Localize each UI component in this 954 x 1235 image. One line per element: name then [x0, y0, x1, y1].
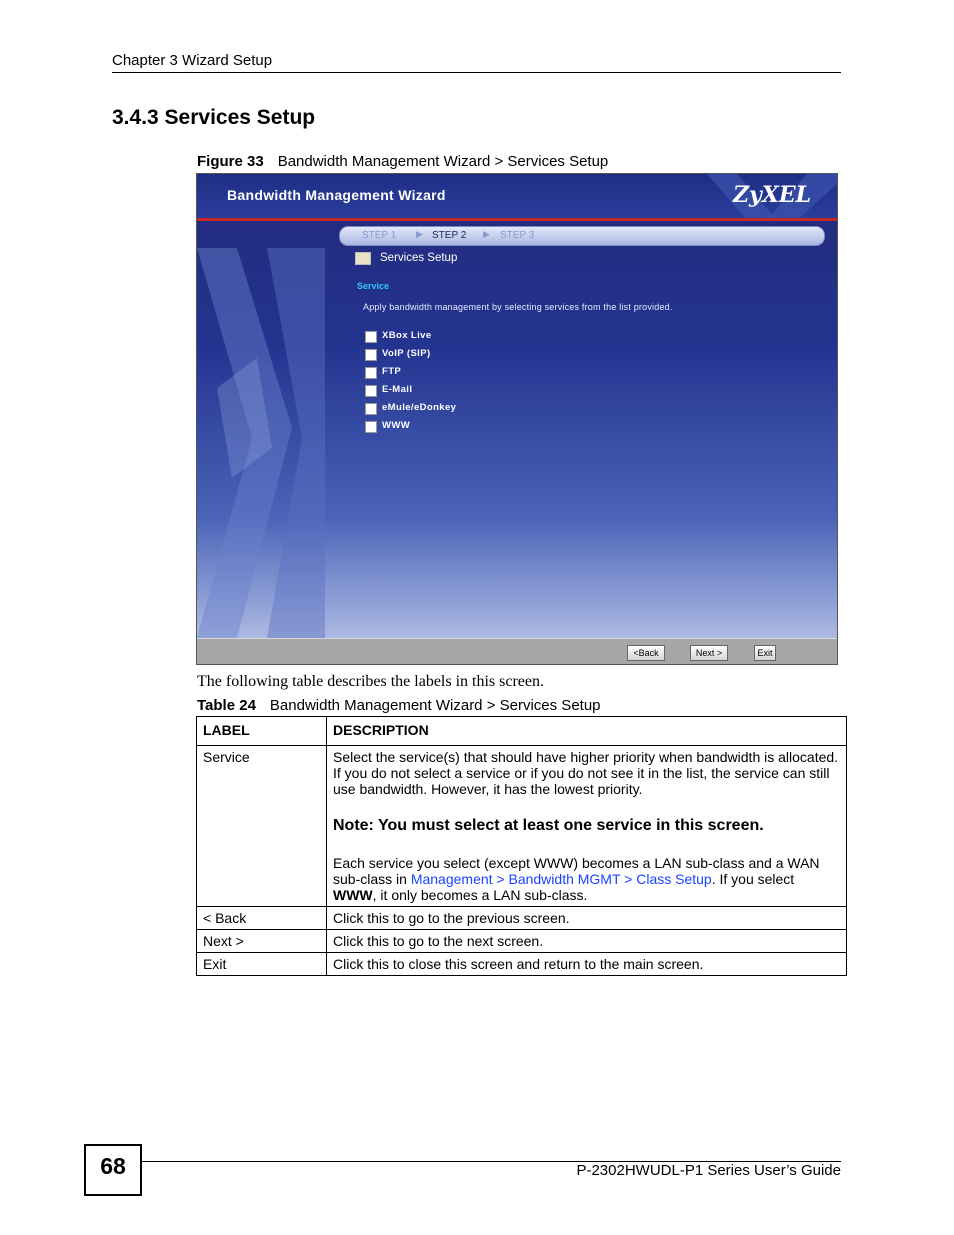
row-label: Exit — [197, 953, 327, 976]
service-label: FTP — [382, 366, 402, 377]
wizard-title: Bandwidth Management Wizard — [227, 187, 446, 203]
header-description: DESCRIPTION — [327, 717, 847, 746]
folder-icon — [355, 252, 371, 265]
row-description: Click this to go to the previous screen. — [327, 907, 847, 930]
wizard-screenshot — [196, 173, 838, 665]
header-label: LABEL — [197, 717, 327, 746]
row-label: Next > — [197, 930, 327, 953]
arrow-right-icon: ▶ — [483, 229, 490, 239]
checkbox[interactable] — [365, 349, 377, 361]
table-row — [197, 953, 847, 976]
service-label: XBox Live — [382, 330, 432, 341]
service-label: eMule/eDonkey — [382, 402, 457, 413]
description-text: Select the service(s) that should have higher priority when bandwidth is allocated. If you do not select a service or if you do not see it in the list, the service can still use bandwidth. However, it has the lowest priority. — [333, 749, 839, 797]
checkbox[interactable] — [365, 403, 377, 415]
page-number: 68 — [100, 1153, 126, 1179]
wizard-header-line — [197, 218, 837, 221]
desc-bold: WWW — [333, 887, 373, 903]
instructions-text: Apply bandwidth management by selecting services from the list provided. — [363, 302, 673, 312]
step-1-label: STEP 1 — [362, 230, 397, 241]
service-label: VoIP (SIP) — [382, 348, 431, 359]
table-row — [197, 930, 847, 953]
checkbox[interactable] — [365, 331, 377, 343]
next-button[interactable]: Next > — [690, 645, 728, 661]
zyxel-logo: ZyXEL — [733, 182, 812, 208]
table-row — [197, 907, 847, 930]
service-heading: Service — [357, 281, 390, 291]
row-description: Click this to close this screen and return to the main screen. — [327, 953, 847, 976]
figure-caption — [197, 153, 608, 170]
wizard-footer-bar — [197, 638, 837, 665]
class-setup-link[interactable]: Management > Bandwidth MGMT > Class Setup — [410, 871, 712, 887]
desc-part: . If you select — [711, 871, 795, 887]
row-label: Service — [197, 746, 327, 907]
guide-title: P-2302HWUDL-P1 Series User’s Guide — [576, 1162, 841, 1179]
step-progress-bar — [339, 226, 825, 246]
table-title: Bandwidth Management Wizard > Services Setup — [269, 697, 601, 714]
step-3-label: STEP 3 — [500, 230, 535, 241]
desc-part: , it only becomes a LAN sub-class. — [372, 887, 588, 903]
figure-title: Bandwidth Management Wizard > Services Setup — [277, 153, 609, 170]
section-title: 3.4.3 Services Setup — [112, 106, 316, 129]
description-table — [196, 716, 847, 976]
checkbox[interactable] — [365, 385, 377, 397]
table-row — [197, 746, 847, 907]
header-rule — [112, 72, 841, 73]
row-description — [327, 746, 847, 907]
figure-number: Figure 33 — [197, 153, 264, 170]
description-text-2 — [333, 855, 840, 903]
service-label: E-Mail — [382, 384, 413, 395]
service-label: WWW — [382, 420, 411, 431]
table-caption — [197, 697, 601, 714]
step-2-label: STEP 2 — [432, 230, 467, 241]
page-heading: Services Setup — [380, 252, 458, 264]
exit-button[interactable]: Exit — [754, 645, 776, 661]
intro-text: The following table describes the labels in this screen. — [197, 673, 545, 690]
table-number: Table 24 — [197, 697, 256, 714]
arrow-right-icon: ▶ — [416, 229, 423, 239]
desc-part: Each service you select (except WWW) becomes a LAN sub-class and a WAN sub-class in — [333, 855, 820, 887]
row-description: Click this to go to the next screen. — [327, 930, 847, 953]
background-x-decoration-icon — [197, 248, 327, 638]
chapter-header: Chapter 3 Wizard Setup — [112, 52, 273, 69]
row-label: < Back — [197, 907, 327, 930]
checkbox[interactable] — [365, 367, 377, 379]
note-text: Note: You must select at least one service in this screen. — [333, 817, 764, 834]
table-header-row — [197, 717, 847, 746]
checkbox[interactable] — [365, 421, 377, 433]
back-button[interactable]: <Back — [627, 645, 665, 661]
